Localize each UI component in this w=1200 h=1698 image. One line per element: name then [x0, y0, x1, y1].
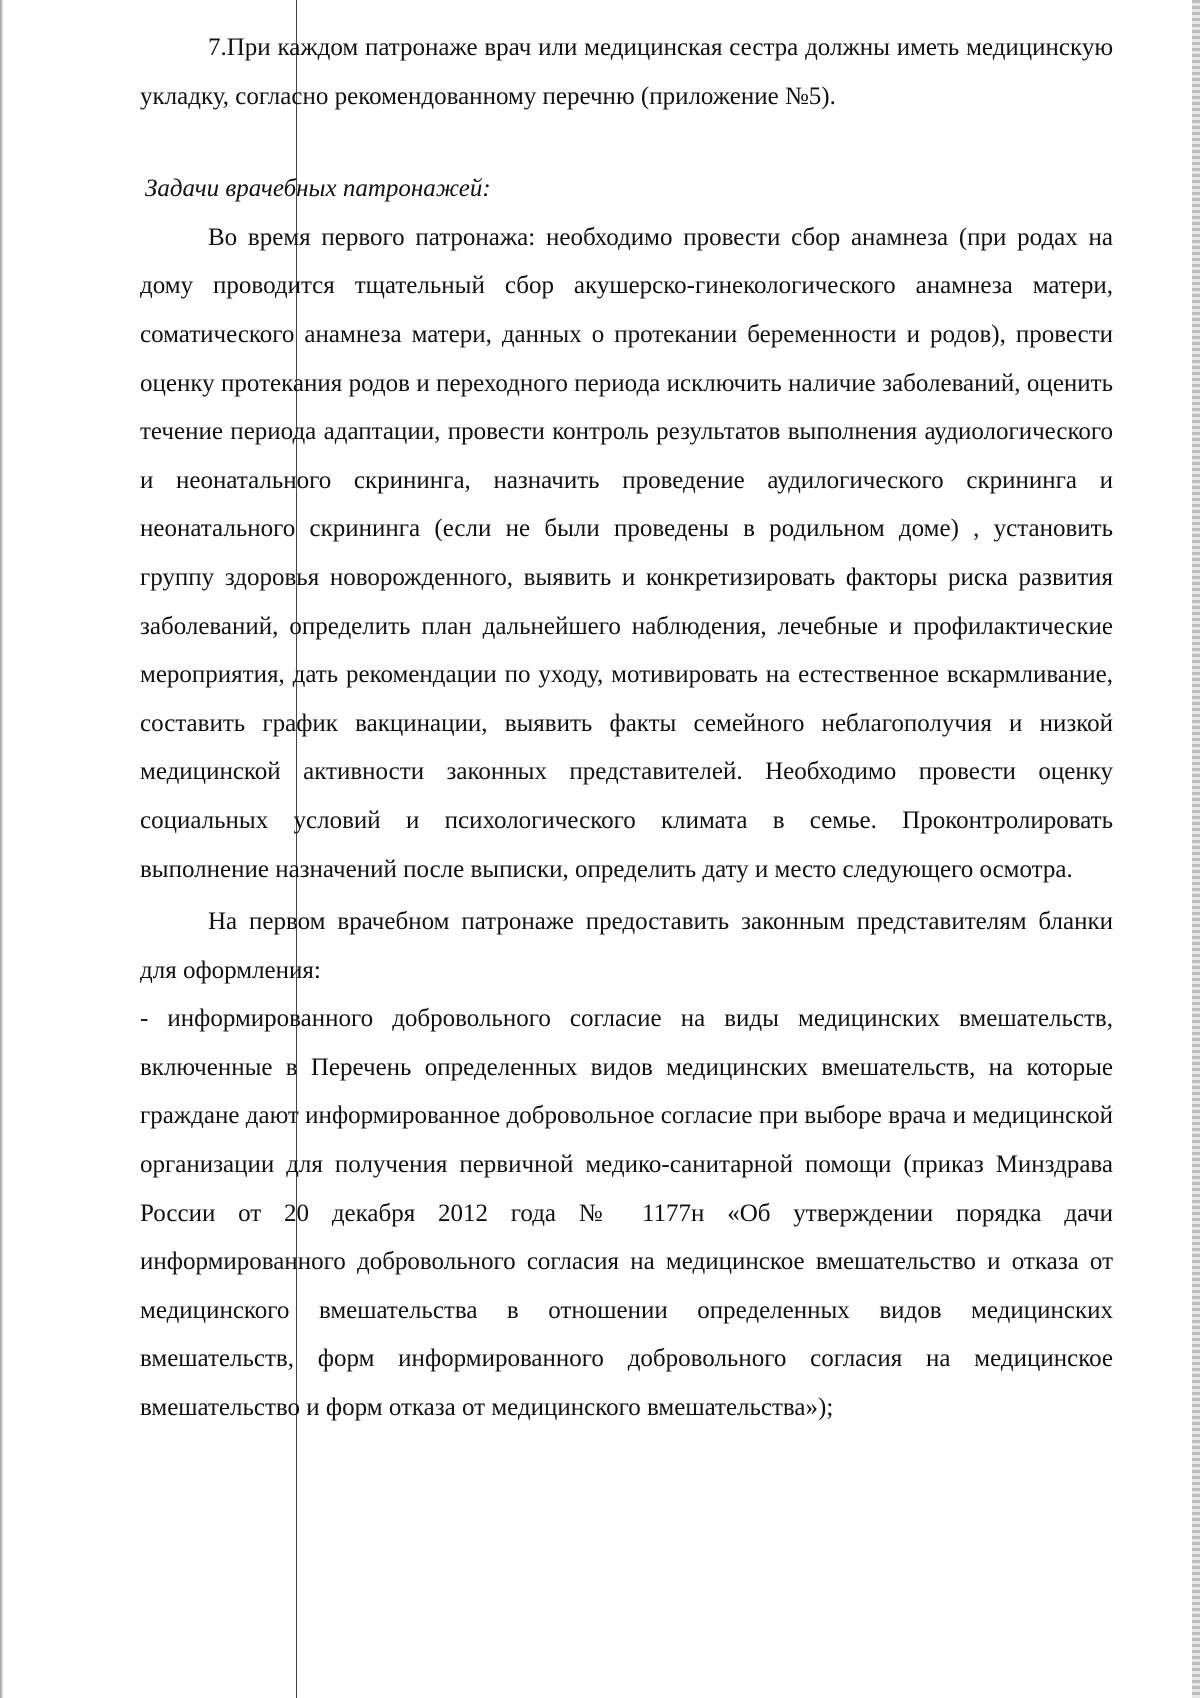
paragraph-first-visit: Во время первого патронажа: необходимо провести сбор анамнеза (при родах на дому проводится тщательный сбор акушерско-гинекологического анамнеза матери, соматического анамнеза матери, данных о протекании беременности и родов), провести оценку протекания родов и переходного периода исключить наличие заболеваний, оценить течение периода адаптации, провести контроль результатов выполнения аудиологического и неонатального скрининга, назначить проведение аудилогического скрининга и неонатального скрининга (если не были проведены в родильном доме) , установить группу здоровья новорожденного, выявить и конкретизировать факторы риска развития заболеваний, определить план дальнейшего наблюдения, лечебные и профилактические мероприятия, дать рекомендации по уходу, мотивировать на естественное вскармливание, составить график вакцинации, выявить факты семейного неблагополучия и низкой медицинской активности законных представителей. Необходимо провести оценку социальных условий и психологического климата в семье. Проконтролировать выполнение назначений после выписки, определить дату и место следующего осмотра.	[140, 223, 1113, 883]
list-item-consent: - информированного добровольного согласие на виды медицинских вмешательств, включенные в Перечень определенных видов медицинских вмешательств, на которые граждане дают информированное добровольное согласие при выборе врача и медицинской организации для получения первичной медико-санитарной помощи (приказ Минздрава России от 20 декабря 2012 года № 1177н «Об утверждении порядка дачи информированного добровольного согласия на медицинское вмешательство и отказа от медицинского вмешательства в отношении определенных видов медицинских вмешательств, форм информированного добровольного согласия на медицинское вмешательство и форм отказа от медицинского вмешательства»);	[140, 1005, 1113, 1422]
scan-edge-right	[1192, 0, 1200, 1698]
paragraph-forms-intro: На первом врачебном патронаже предоставить законным представителям бланки для оформления:	[140, 908, 1113, 984]
paragraph-item-7: 7.При каждом патронаже врач или медицинская сестра должны иметь медицинскую укладку, согласно рекомендованному перечню (приложение №5).	[140, 34, 1113, 110]
scan-edge-left	[0, 0, 3, 1698]
document-body	[140, 24, 1113, 1433]
section-heading: Задачи врачебных патронажей:	[145, 175, 491, 203]
